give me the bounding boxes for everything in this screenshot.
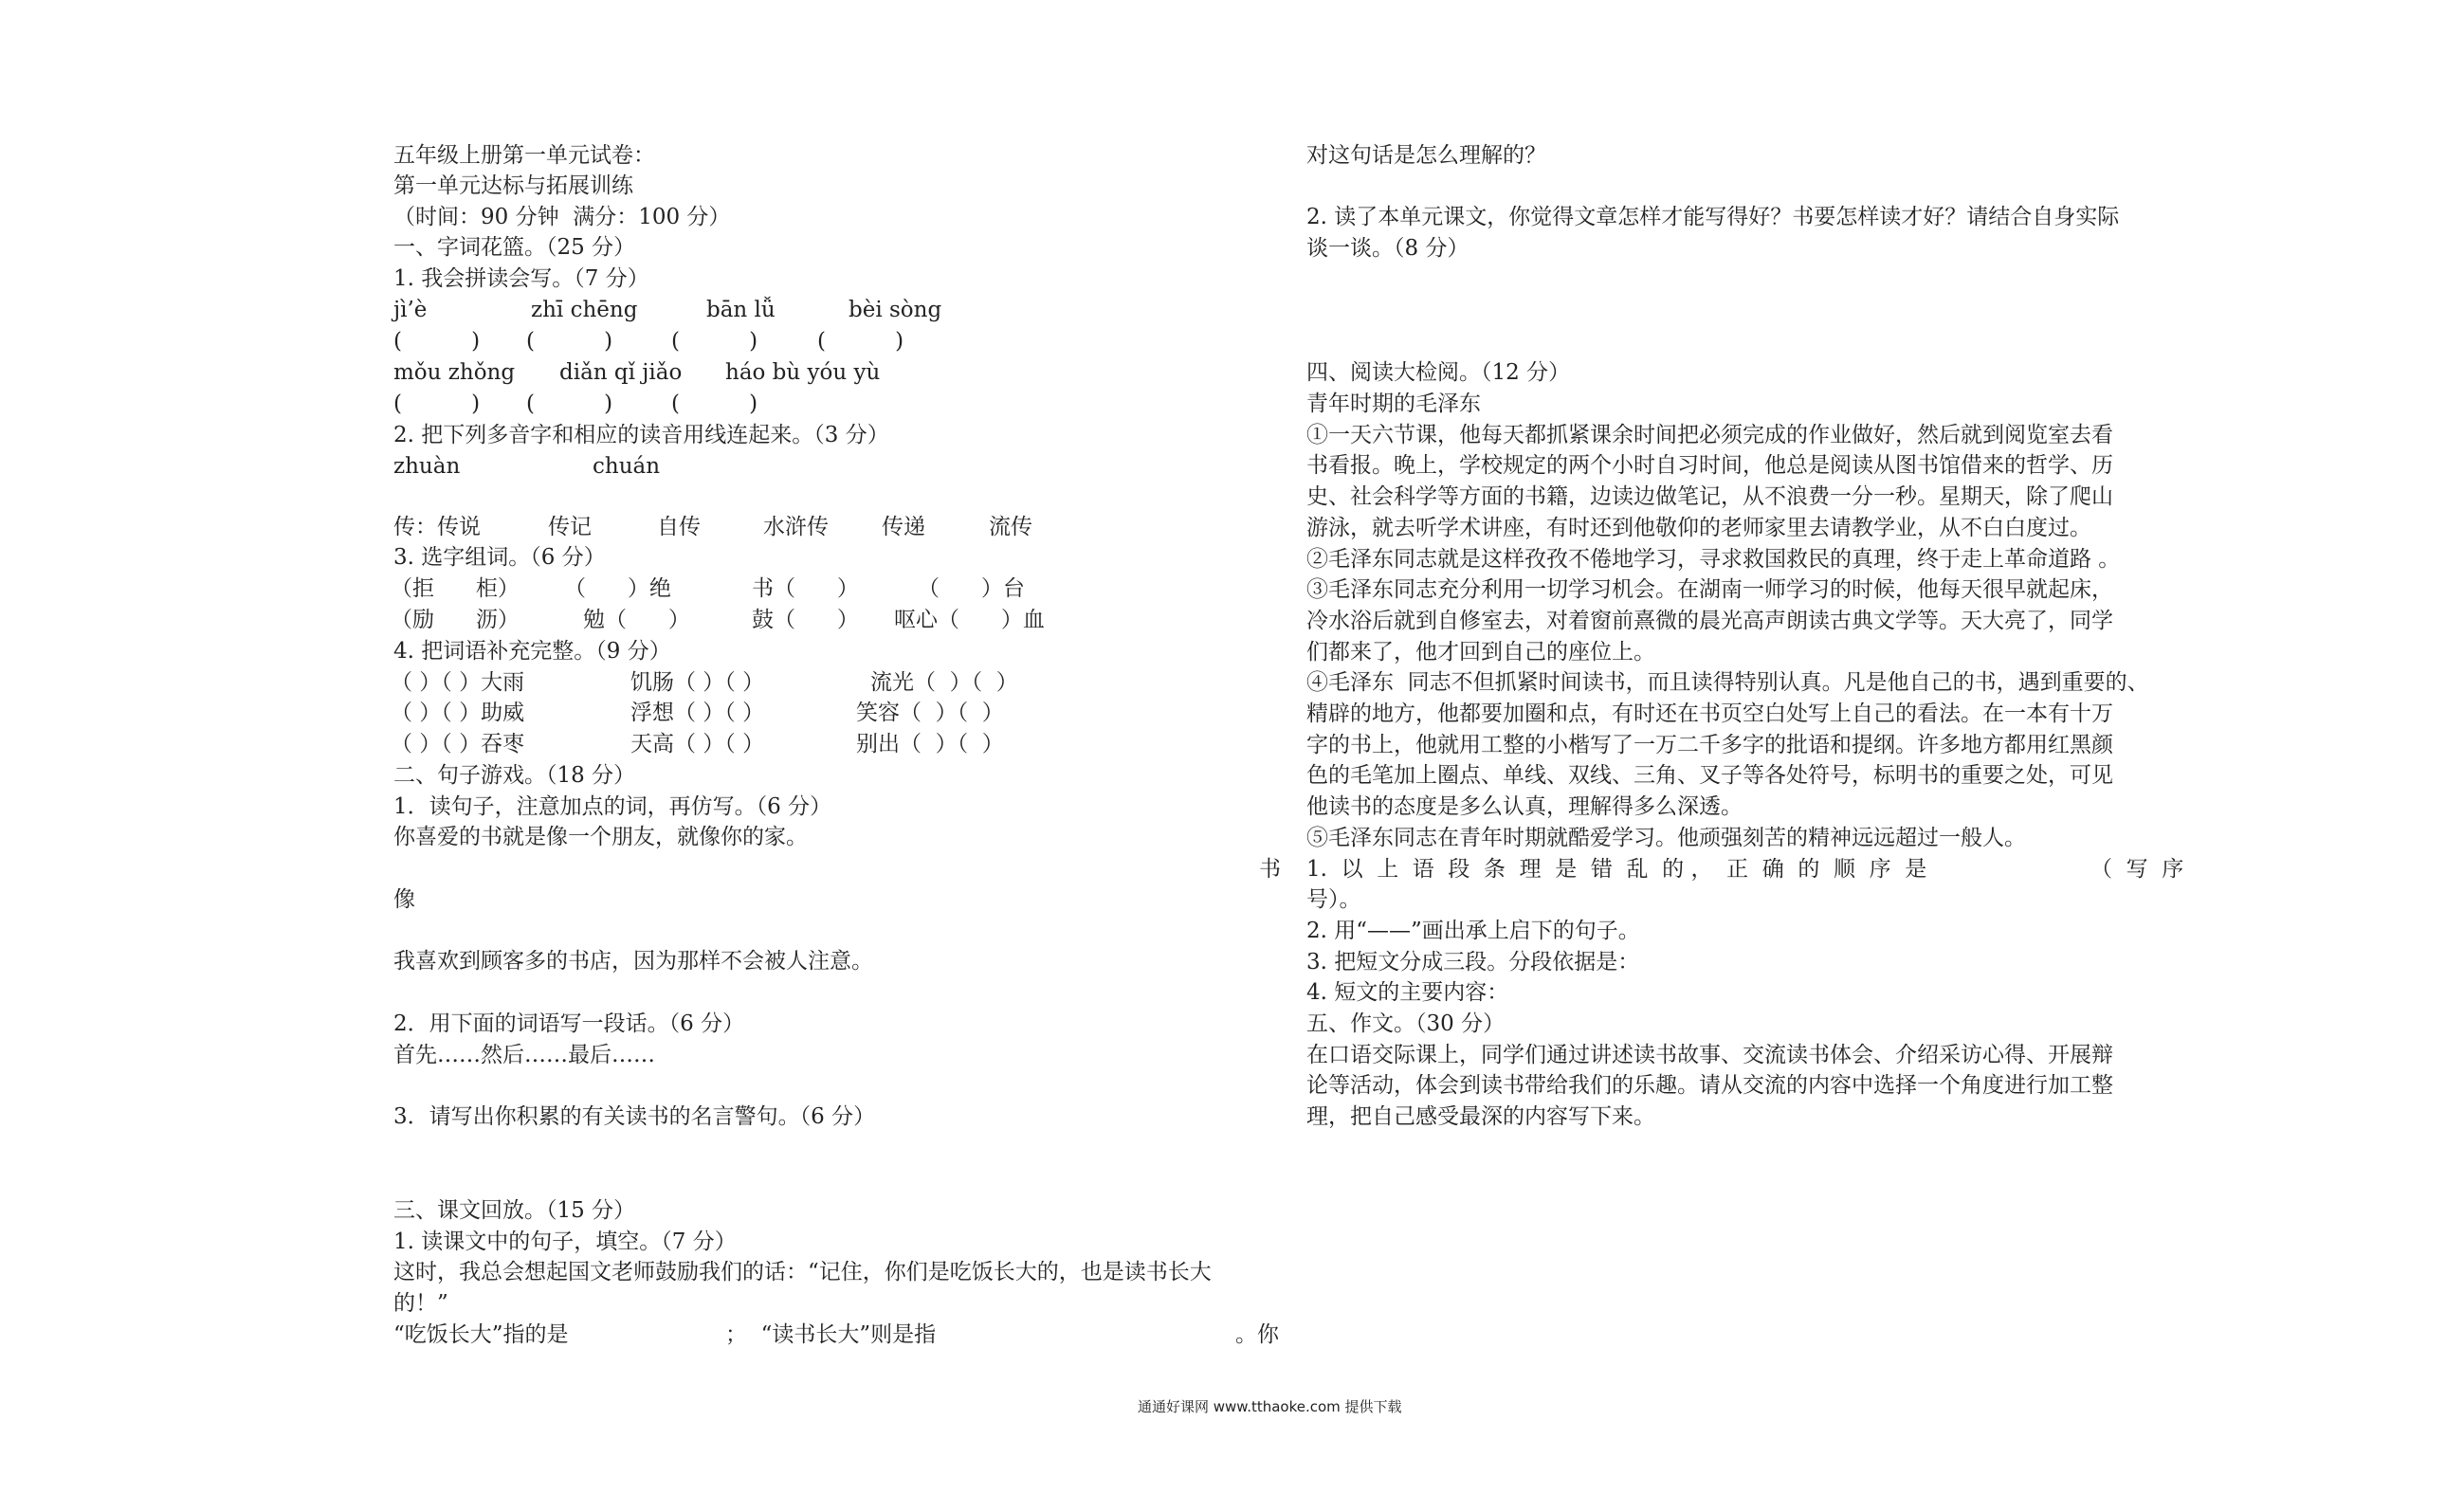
- chuan-word: 流传: [989, 515, 1032, 539]
- essay-line: 理，把自己感受最深的内容写下来。: [1306, 1104, 1655, 1129]
- idiom-blank: 浮想（ ）（ ）: [630, 701, 765, 725]
- word-choice: （励 沥）: [391, 608, 520, 632]
- header-line-2: 第一单元达标与拓展训练: [393, 173, 633, 198]
- word-choice: 勉（ ）: [583, 608, 690, 632]
- passage-line: ⑤毛泽东同志在青年时期就酷爱学习。他顽强刻苦的精神远远超过一般人。: [1306, 826, 2026, 850]
- q2-2-words: 首先……然后……最后……: [393, 1043, 655, 1067]
- q3-1-line-2: 的！”: [393, 1291, 448, 1316]
- q2-1-xiang: 像: [393, 887, 415, 912]
- chuan-word: 传记: [548, 515, 592, 539]
- passage-title: 青年时期的毛泽东: [1306, 392, 1481, 416]
- pinyin-item: bèi sòng: [849, 298, 942, 322]
- q3-1-line-3c: 。你: [1235, 1322, 1279, 1347]
- chuan-word: 传：传说: [393, 515, 481, 539]
- passage-line: ③毛泽东同志充分利用一切学习机会。在湖南一师学习的时候，他每天很早就起床，: [1306, 577, 2113, 602]
- chuan-word: 水浒传: [763, 515, 829, 539]
- passage-line: 他读书的态度是多么认真，理解得多么深透。: [1306, 794, 1743, 819]
- q3-2-line-a: 2. 读了本单元课文，你觉得文章怎样才能写得好？书要怎样读才好？请结合自身实际: [1306, 205, 2120, 229]
- idiom-blank: 天高（ ）（ ）: [630, 732, 765, 756]
- idiom-blank: 笑容（ ）（ ）: [856, 701, 1004, 725]
- question-1-3: 3. 选字组词。（6 分）: [393, 545, 606, 570]
- passage-line: ②毛泽东同志就是这样孜孜不倦地学习，寻求救国救民的真理，终于走上革命道路 。: [1306, 547, 2121, 572]
- pinyin-item: zhī chēng: [531, 298, 638, 322]
- answer-paren: ( ): [526, 392, 613, 416]
- section-4-title: 四、阅读大检阅。（12 分）: [1306, 360, 1571, 385]
- pinyin-item: mǒu zhǒng: [393, 360, 516, 385]
- question-2-2: 2．用下面的词语写一段话。（6 分）: [393, 1011, 745, 1036]
- passage-line: 冷水浴后就到自修室去，对着窗前熹微的晨光高声朗读古典文学等。天大亮了，同学: [1306, 609, 2113, 633]
- word-choice: （ ）台: [918, 576, 1025, 601]
- question-1-4: 4. 把词语补充完整。（9 分）: [393, 639, 671, 664]
- side-char: 书: [1259, 857, 1281, 882]
- answer-paren: ( ): [671, 329, 758, 354]
- pinyin-item: bān lǚ: [706, 298, 776, 322]
- word-choice: 呕心（ ）血: [894, 608, 1045, 632]
- reading-zhuan: zhuàn: [393, 454, 461, 479]
- section-5-title: 五、作文。（30 分）: [1306, 1011, 1506, 1036]
- section-2-title: 二、句子游戏。（18 分）: [393, 763, 636, 788]
- essay-line: 在口语交际课上，同学们通过讲述读书故事、交流读书体会、介绍采访心得、开展辩: [1306, 1043, 2113, 1067]
- answer-paren: ( ): [393, 329, 481, 354]
- q3-2-line-b: 谈一谈。（8 分）: [1306, 236, 1469, 261]
- idiom-blank: 饥肠（ ）（ ）: [630, 670, 765, 695]
- q4-1-line-c: 号）。: [1306, 887, 1361, 912]
- passage-line: 游泳，就去听学术讲座，有时还到他敬仰的老师家里去请教学业，从不白白度过。: [1306, 516, 2091, 540]
- section-1-title: 一、字词花篮。（25 分）: [393, 235, 636, 260]
- q4-1-line-a: 1. 以 上 语 段 条 理 是 错 乱 的 ， 正 确 的 顺 序 是: [1306, 857, 1927, 882]
- answer-paren: ( ): [817, 329, 904, 354]
- q4-1-line-b: （ 写 序: [2090, 857, 2184, 882]
- idiom-blank: （ ）（ ）大雨: [391, 670, 525, 695]
- header-line-3: （时间：90 分钟 满分：100 分）: [393, 205, 731, 229]
- passage-line: 史、社会科学等方面的书籍，边读边做笔记，从不浪费一分一秒。星期天，除了爬山: [1306, 484, 2113, 509]
- pinyin-item: jì’è: [393, 298, 428, 322]
- essay-line: 论等活动，体会到读书带给我们的乐趣。请从交流的内容中选择一个角度进行加工整: [1306, 1073, 2113, 1098]
- passage-line: 字的书上，他就用工整的小楷写了一万二千多字的批语和提纲。许多地方都用红黑颜: [1306, 733, 2113, 757]
- passage-line: 精辟的地方，他都要加圈和点，有时还在书页空白处写上自己的看法。在一本有十万: [1306, 701, 2113, 726]
- passage-line: ④毛泽东 同志不但抓紧时间读书，而且读得特别认真。凡是他自己的书，遇到重要的、: [1306, 670, 2149, 695]
- idiom-blank: 别出（ ）（ ）: [856, 732, 1004, 756]
- word-choice: 鼓（ ）: [752, 608, 859, 632]
- passage-line: 书看报。晚上，学校规定的两个小时自习时间，他总是阅读从图书馆借来的哲学、历: [1306, 453, 2113, 478]
- passage-line: 色的毛笔加上圈点、单线、双线、三角、叉子等各处符号，标明书的重要之处，可见: [1306, 763, 2113, 788]
- passage-line: 们都来了，他才回到自己的座位上。: [1306, 640, 1655, 665]
- q2-1-sentence-2: 我喜欢到顾客多的书店，因为那样不会被人注意。: [393, 949, 873, 974]
- answer-paren: ( ): [526, 329, 613, 354]
- q3-1-line-1: 这时，我总会想起国文老师鼓励我们的话：“记住，你们是吃饭长大的，也是读书长大: [393, 1260, 1212, 1284]
- question-4-4: 4. 短文的主要内容：: [1306, 980, 1509, 1005]
- section-3-title: 三、课文回放。（15 分）: [393, 1198, 636, 1223]
- header-line-1: 五年级上册第一单元试卷：: [393, 143, 655, 168]
- q2-1-sentence: 你喜爱的书就是像一个朋友，就像你的家。: [393, 825, 808, 849]
- chuan-word: 传递: [882, 515, 925, 539]
- q3-1-line-3a: “吃饭长大”指的是: [393, 1322, 569, 1347]
- question-2-3: 3．请写出你积累的有关读书的名言警句。（6 分）: [393, 1104, 876, 1129]
- word-choice: 书（ ）: [752, 576, 859, 601]
- word-choice: （ ）绝: [564, 576, 671, 601]
- q3-1-line-3b: ； “读书长大”则是指: [725, 1322, 937, 1347]
- reading-chuan: chuán: [593, 454, 661, 479]
- idiom-blank: 流光（ ）（ ）: [870, 670, 1018, 695]
- question-1-1: 1. 我会拼读会写。（7 分）: [393, 266, 649, 291]
- answer-paren: ( ): [393, 392, 481, 416]
- word-choice: （拒 柜）: [391, 576, 520, 601]
- question-3-1: 1. 读课文中的句子，填空。（7 分）: [393, 1230, 737, 1254]
- idiom-blank: （ ）（ ）吞枣: [391, 732, 525, 756]
- question-4-3: 3. 把短文分成三段。分段依据是：: [1306, 950, 1640, 975]
- pinyin-item: háo bù yóu yù: [725, 360, 881, 385]
- pinyin-item: diǎn qǐ jiǎo: [559, 360, 683, 385]
- passage-line: ①一天六节课，他每天都抓紧课余时间把必须完成的作业做好，然后就到阅览室去看: [1306, 423, 2113, 447]
- chuan-word: 自传: [657, 515, 701, 539]
- continuation-line: 对这句话是怎么理解的？: [1306, 143, 1546, 168]
- question-1-2: 2. 把下列多音字和相应的读音用线连起来。（3 分）: [393, 423, 889, 447]
- answer-paren: ( ): [671, 392, 758, 416]
- footer-credit: 通通好课网 www.tthaoke.com 提供下载: [1138, 1398, 1402, 1415]
- question-4-2: 2. 用“——”画出承上启下的句子。: [1306, 919, 1640, 943]
- question-2-1: 1．读句子，注意加点的词，再仿写。（6 分）: [393, 794, 832, 819]
- idiom-blank: （ ）（ ）助威: [391, 701, 525, 725]
